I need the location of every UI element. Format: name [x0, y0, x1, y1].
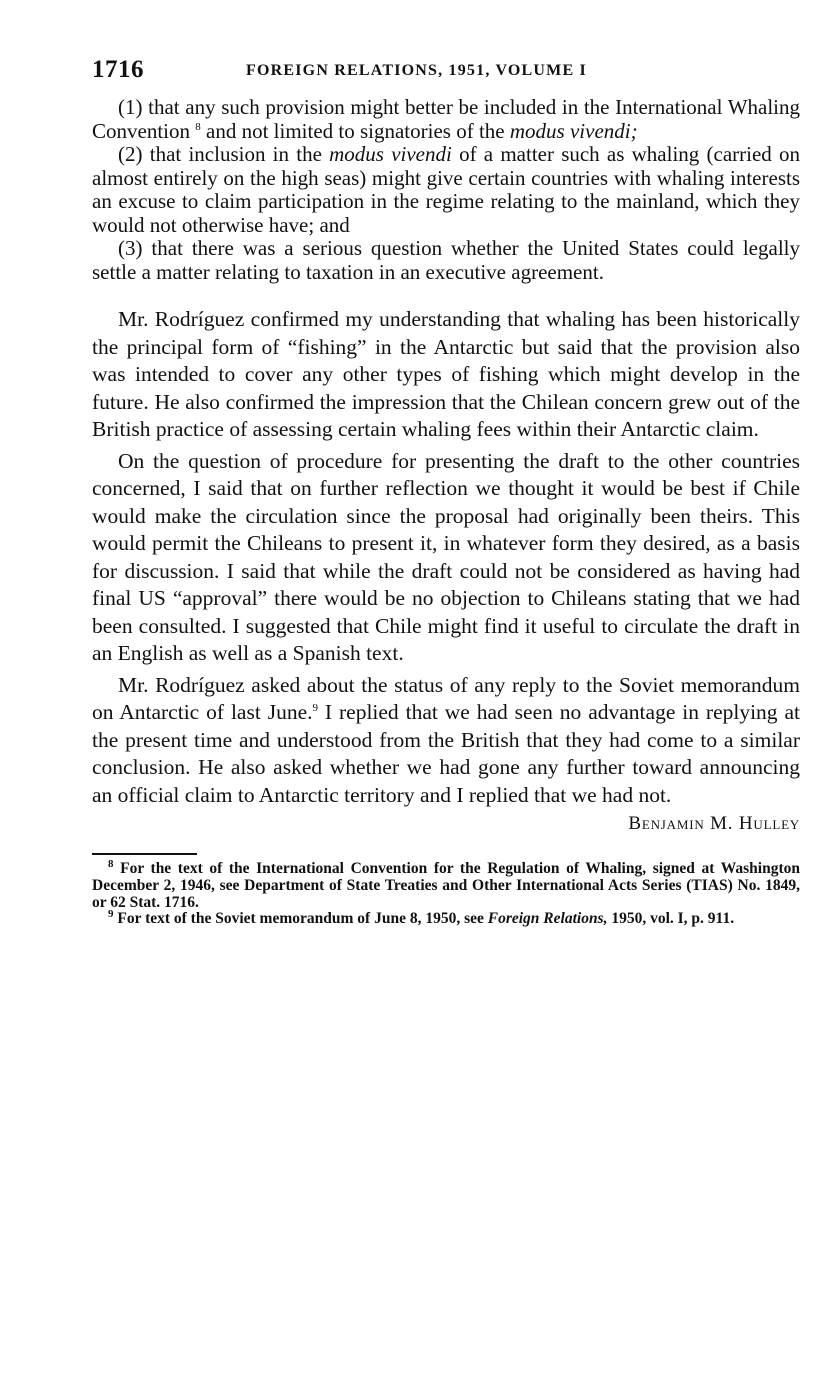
- numbered-list: [92, 96, 800, 284]
- paragraph-text: I replied that we had seen no advantage in replying at the present time and understood from the British that they had come to a similar conclusion. He also asked whether we had gone any further toward announcing an official claim to Antarctic territory and I replied that we had not.: [92, 700, 800, 807]
- running-title: FOREIGN RELATIONS, 1951, VOLUME I: [246, 62, 587, 79]
- list-item: [92, 237, 800, 284]
- footnote-reference: 8: [195, 120, 201, 133]
- footnote: [92, 908, 800, 928]
- footnote-reference: 9: [312, 701, 318, 714]
- footnote-text: 1950, vol. I, p. 911.: [611, 910, 735, 928]
- footnote-marker: 9: [108, 908, 114, 921]
- list-item-italic: modus vivendi: [329, 142, 452, 166]
- running-head: [92, 56, 800, 90]
- footnote-rule: [92, 853, 197, 855]
- paragraph-text: Mr. Rodríguez asked about the status of any reply to the Soviet memorandum on Antarctic of last June.: [92, 672, 800, 724]
- footnote-italic: Foreign Relations,: [487, 910, 608, 928]
- list-item-text: that any such provision might better be included in the International Whaling Convention: [92, 95, 801, 143]
- body-text: [92, 306, 800, 809]
- list-item: [92, 143, 800, 237]
- signature: Benjamin M. Hulley: [628, 813, 800, 834]
- footnote-marker: 8: [108, 857, 114, 870]
- list-item-number: (1): [118, 95, 143, 119]
- list-item-text: of a matter such as whaling (carried on almost entirely on the high seas) might give certain countries with whaling interests an excuse to claim participation in the regime relating to the mainland, which they would not otherwise have; and: [92, 142, 801, 237]
- footnotes: [92, 857, 801, 928]
- list-item-text: that inclusion in the: [149, 142, 322, 166]
- footnote: [92, 857, 801, 911]
- list-item-number: (2): [118, 142, 143, 166]
- footnote-text: For the text of the International Convention for the Regulation of Whaling, signed at Washington December 2, 1946, see Department of State Treaties and Other International Acts Series (TIAS) No. 1849, or 62 Stat. 1716.: [92, 860, 801, 911]
- footnote-text: For text of the Soviet memorandum of June 8, 1950, see: [117, 910, 484, 928]
- page-number: 1716: [92, 56, 144, 83]
- list-item-text: and not limited to signatories of the: [206, 118, 505, 143]
- paragraph: On the question of procedure for presenting the draft to the other countries concerned, I said that on further reflection we thought it would be best if Chile would make the circulation since the proposal had originally been theirs. This would permit the Chileans to present it, in whatever form they desired, as a basis for discussion. I said that while the draft could not be considered as having had final US “approval” there would be no objection to Chileans stating that we had been consulted. I suggested that Chile might find it useful to circulate the draft in an English as well as a Spanish text.: [92, 448, 800, 665]
- list-item-italic: modus vivendi;: [509, 118, 638, 143]
- paragraph: [92, 672, 800, 810]
- document-page: [92, 56, 800, 928]
- list-item: [92, 96, 800, 143]
- list-item-number: (3): [118, 236, 143, 260]
- paragraph: Mr. Rodríguez confirmed my understanding that whaling has been historically the principal form of “fishing” in the Antarctic but said that the provision also was intended to cover any other types of fishing which might develop in the future. He also confirmed the impression that the Chilean concern grew out of the British practice of assessing certain whaling fees within their Antarctic claim.: [92, 307, 800, 441]
- list-item-text: that there was a serious question whether the United States could legally settle a matter relating to taxation in an executive agreement.: [92, 236, 800, 284]
